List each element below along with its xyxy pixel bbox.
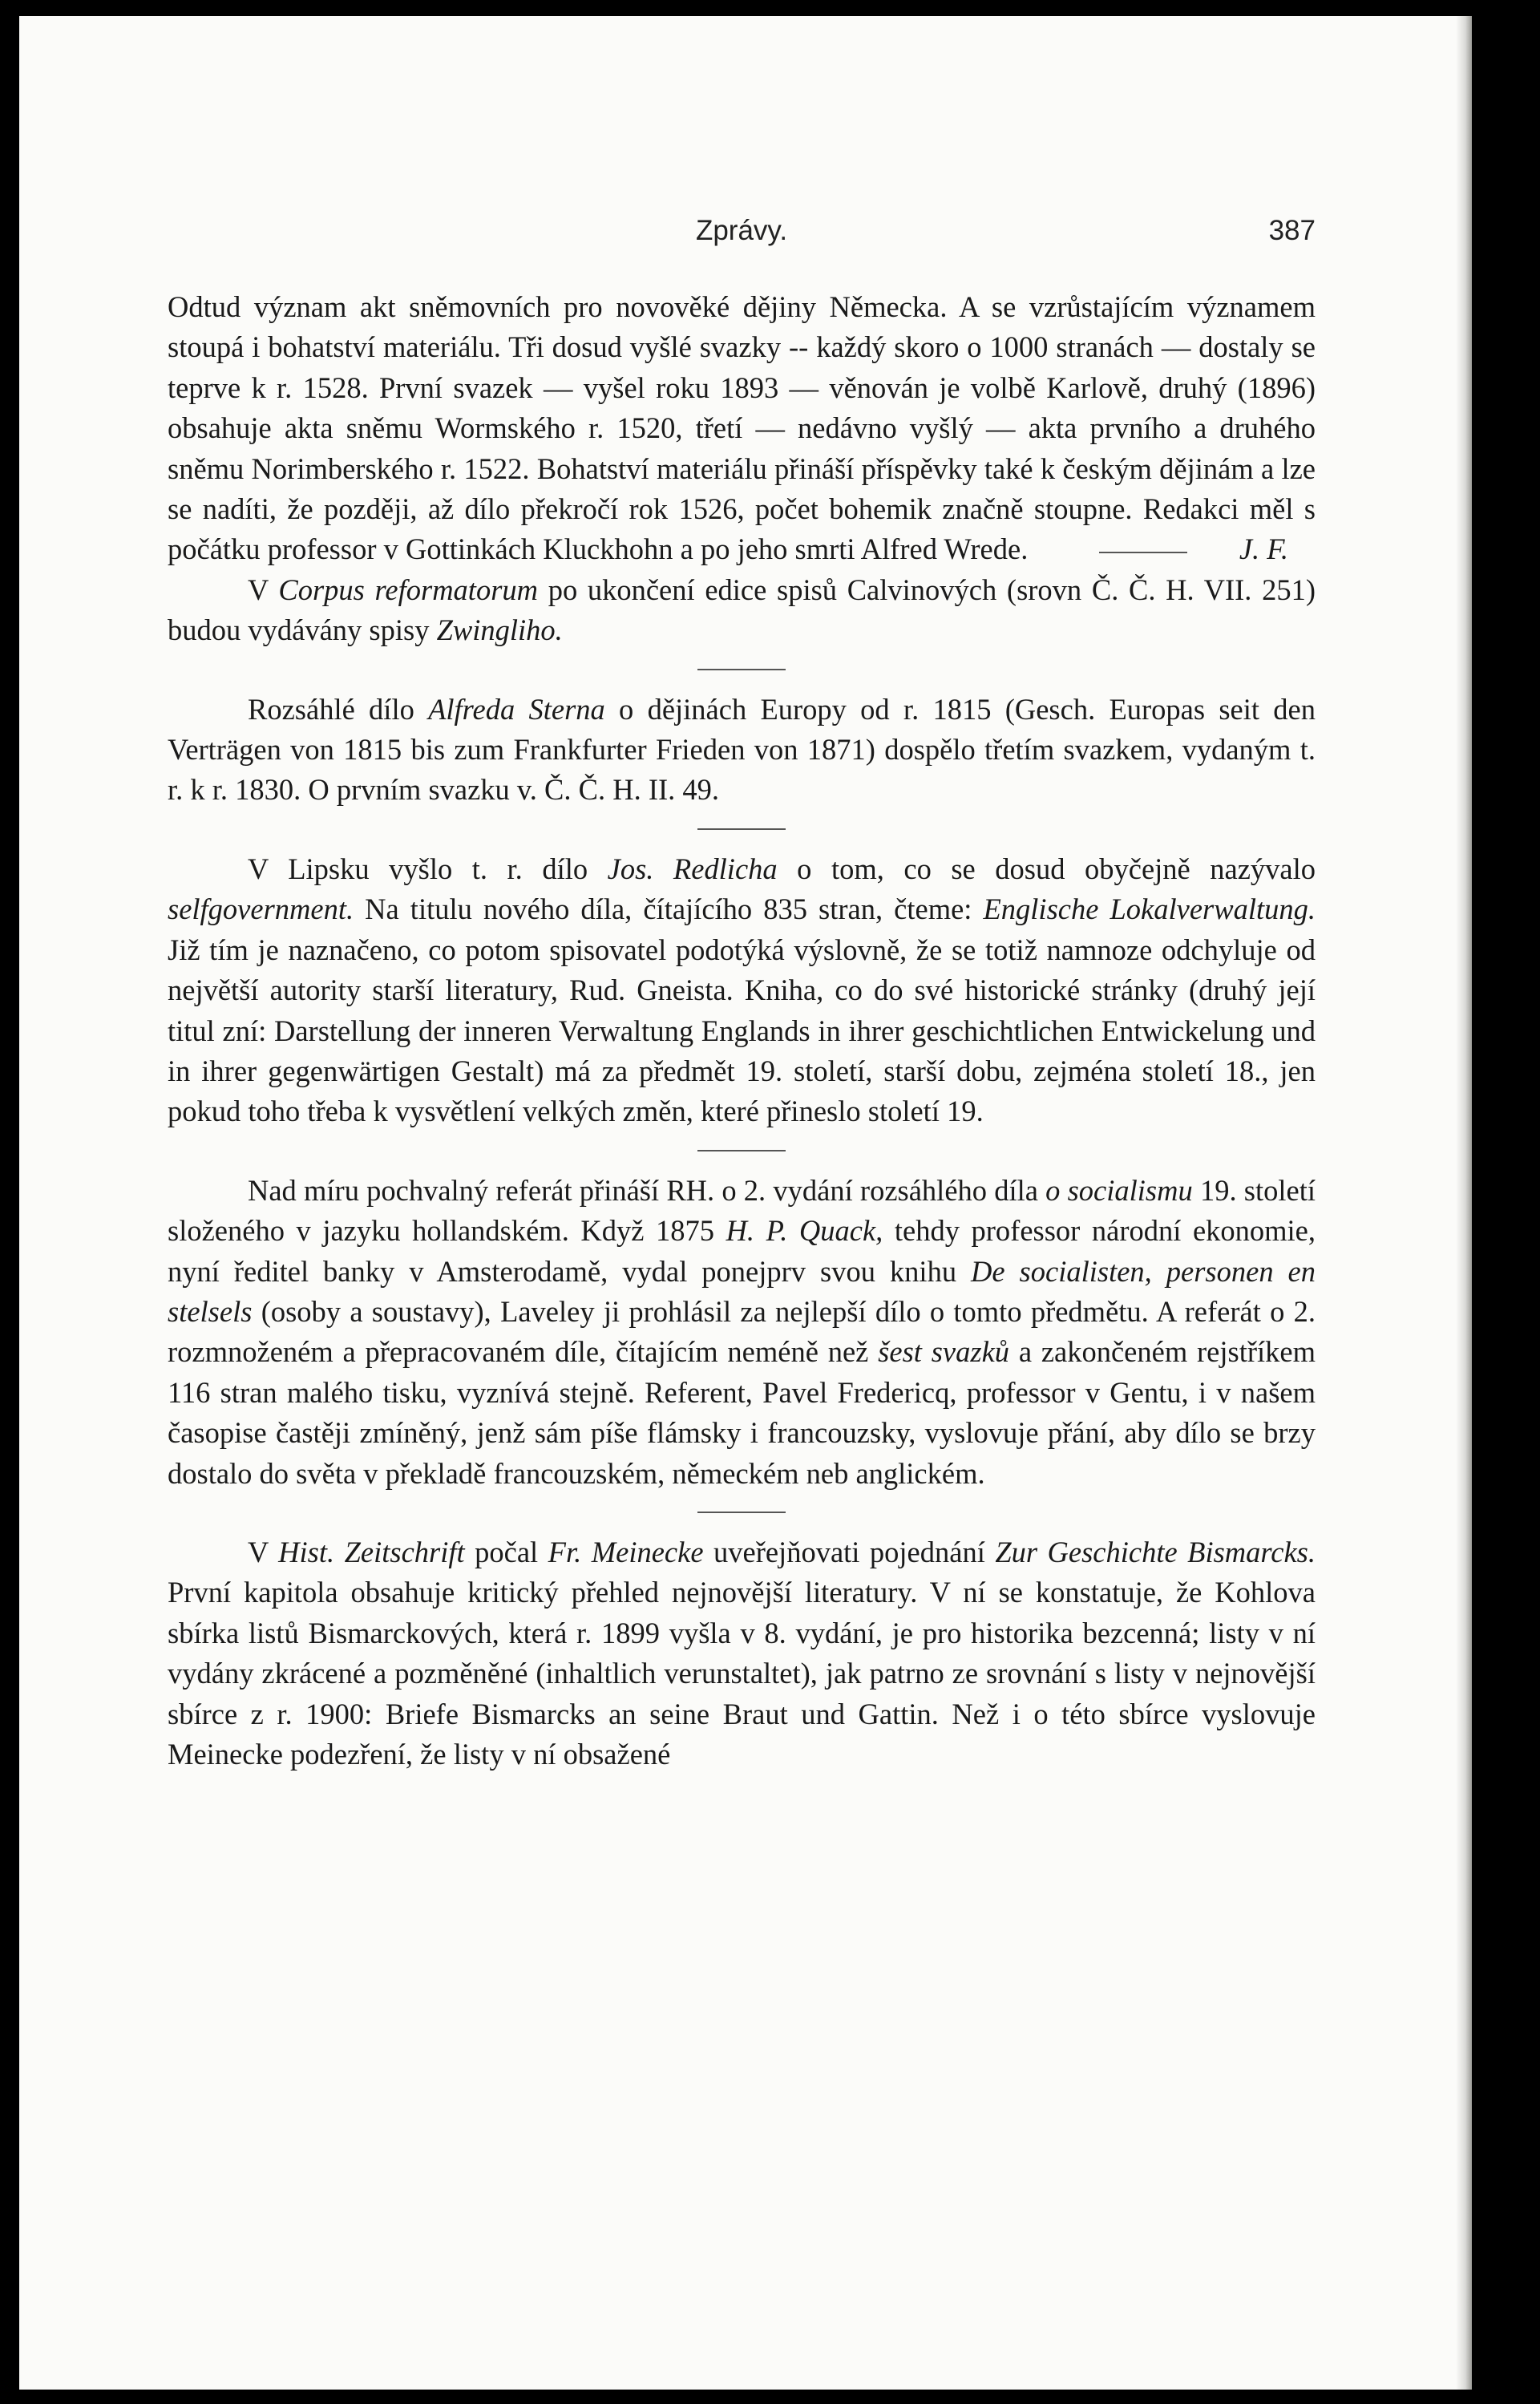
section-divider	[697, 1150, 786, 1151]
page-number: 387	[1268, 215, 1316, 246]
work-title: Englische Lokalverwaltung.	[983, 892, 1316, 926]
body-text	[168, 287, 1316, 1775]
term: selfgovernment.	[168, 892, 354, 926]
author-name: Zwingliho.	[436, 613, 563, 647]
work-title: Corpus reformatorum	[278, 573, 539, 606]
section-divider	[697, 828, 786, 830]
author-name: Jos. Redlicha	[607, 852, 778, 885]
author-name: H. P. Quack,	[726, 1214, 883, 1248]
scanned-page	[19, 16, 1472, 2390]
journal-title: Hist. Zeitschrift	[278, 1535, 465, 1568]
work-title: De socialisten, personen en stelsels	[168, 1254, 1316, 1328]
paragraph-akta: Odtud význam akt sněmovních pro novověké dějiny Německa. A se vzrůstajícím významem stoupá i bohatství materiálu. Tři dosud vyšlé svazky -- každý skoro o 1000 stranách — dostaly se teprve k r. 1528. První svazek — vyšel roku 1893 — věnován je volbě Karlově, druhý (1896) obsahuje akta sněmu Wormského r. 1520, třetí — nedávno vyšlý — akta prvního a druhého sněmu Norimberského r. 1522. Bohatství materiálu přináší příspěvky také k českým dějinám a lze se nadíti, že později, až dílo překročí rok 1526, počet bohemik značně stoupne. Redakci měl s počátku professor v Gottinkách Kluckhohn a po jeho smrti Alfred Wrede. J. F.	[168, 287, 1316, 570]
paragraph-stern: Rozsáhlé dílo Alfreda Sterna o dějinách Europy od r. 1815 (Gesch. Europas seit den Verträgen von 1815 bis zum Frankfurter Frieden von 1871) dospělo třetím svazkem, vydaným t. r. k r. 1830. O prvním svazku v. Č. Č. H. II. 49.	[168, 692, 1316, 807]
author-signature: J. F.	[1239, 532, 1288, 566]
scan-edge-shadow	[1456, 16, 1472, 2390]
paragraph-redlich: V Lipsku vyšlo t. r. dílo Jos. Redlicha o tom, co se dosud obyčejně nazývalo selfgovernment. Na titulu nového díla, čítajícího 835 stran, čteme: Englische Lokalverwaltung. Již tím je naznačeno, co potom spisovatel podotýká výslovně, že se totiž namnoze odchyluje od největší autority starší literatury, Rud. Gneista. Kniha, co do své historické stránky (druhý její titul zní: Darstellung der inneren Verwaltung Englands in ihrer geschichtlichen Entwickelung und in ihrer gegenwärtigen Gestalt) má za předmět 19. století, starší dobu, zejména století 18., jen pokud toho třeba k vysvětlení velkých změn, které přineslo století 19.	[168, 852, 1316, 1128]
author-name: Alfreda Sterna	[428, 692, 605, 726]
paragraph-corpus: V Corpus reformatorum po ukončení edice spisů Calvinových (srovn Č. Č. H. VII. 251) budou vydávány spisy Zwingliho.	[168, 573, 1316, 647]
volume-count: šest svazků	[878, 1335, 1010, 1369]
section-divider	[697, 669, 786, 670]
paragraph-meinecke: V Hist. Zeitschrift počal Fr. Meinecke uveřejňovati pojednání Zur Geschichte Bismarcks. První kapitola obsahuje kritický přehled nejnovější literatury. V ní se konstatuje, že Kohlova sbírka listů Bismarckových, která r. 1899 vyšla v 8. vydání, je pro historika bezcenná; listy v ní vydány zkrácené a pozměněné (inhaltlich verunstaltet), jak patrno ze srovnání s listy v nejnovější sbírce z r. 1900: Briefe Bismarcks an seine Braut und Gattin. Než i o této sbírce vyslovuje Meinecke podezření, že listy v ní obsažené	[168, 1535, 1316, 1771]
topic: o socialismu	[1045, 1173, 1193, 1207]
signature-rule	[1099, 552, 1187, 553]
paragraph-quack: Nad míru pochvalný referát přináší RH. o 2. vydání rozsáhlého díla o socialismu 19. století složeného v jazyku hollandském. Když 1875 H. P. Quack, tehdy professor národní ekonomie, nyní ředitel banky v Amsterodamě, vydal ponejprv svou knihu De socialisten, personen en stelsels (osoby a soustavy), Laveley ji prohlásil za nejlepší dílo o tomto předmětu. A referát o 2. rozmnoženém a přepracovaném díle, čítajícím neméně než šest svazků a zakončeném rejstříkem 116 stran malého tisku, vyznívá stejně. Referent, Pavel Fredericq, professor v Gentu, i v našem časopise častěji zmíněný, jenž sám píše flámsky i francouzsky, vyslovuje přání, aby dílo se brzy dostalo do světa v překladě francouzském, německém neb anglickém.	[168, 1173, 1316, 1490]
section-title: Zprávy.	[695, 215, 788, 246]
section-divider	[697, 1512, 786, 1513]
author-name: Fr. Meinecke	[548, 1535, 704, 1568]
work-title: Zur Geschichte Bismarcks.	[995, 1535, 1316, 1568]
